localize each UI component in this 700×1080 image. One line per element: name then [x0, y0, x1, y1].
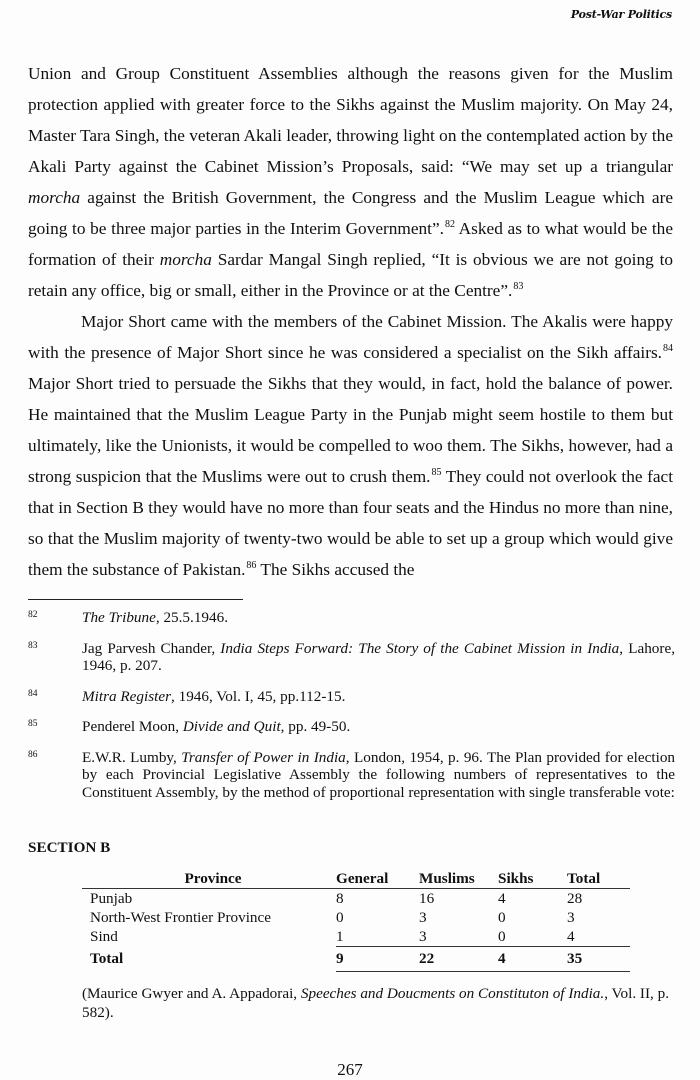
text-run: Asked as to what would be the formation of their	[28, 219, 673, 269]
footnote-divider	[28, 599, 243, 600]
cell-general: 8	[336, 890, 344, 907]
running-head: Post-War Politics	[570, 8, 672, 21]
paragraph-1	[28, 58, 673, 306]
cell-sikhs: 4	[498, 890, 506, 907]
footnote-ref[interactable]: 83	[513, 281, 524, 292]
footnote-83	[28, 640, 675, 675]
footnote-86	[28, 749, 675, 802]
table-row	[82, 889, 630, 909]
cell-province: Sind	[90, 928, 118, 945]
cell-muslims-total: 22	[419, 947, 498, 972]
footnote-82	[28, 609, 675, 627]
italic-term: morcha	[159, 250, 212, 269]
source-details: , Vol. II, p. 582).	[82, 985, 670, 1021]
text-run: Union and Group Constituent Assemblies although the reasons given for the Muslim protection applied with greater force to the Sikhs against the Muslim majority. On May 24, Master Tara Singh, the veteran Akali leader, throwing light on the contemplated action by the Akali Party against the Cabinet Mission’s Proposals, said: “We may set up a triangular	[28, 64, 673, 176]
header-province: Province	[82, 869, 336, 889]
cell-general: 0	[336, 909, 344, 926]
section-b-title: SECTION B	[28, 839, 111, 856]
table-row	[82, 927, 630, 947]
text-run: against the British Government, the Congress and the Muslim League which are going to be three major parties in the Interim Government”.	[28, 188, 673, 238]
footnote-number: 86	[28, 749, 38, 760]
cell-muslims: 3	[419, 928, 427, 945]
footnote-ref[interactable]: 86	[246, 560, 257, 571]
footnote-ref[interactable]: 82	[444, 219, 455, 230]
cell-total: 3	[567, 909, 575, 926]
footnote-author: E.W.R. Lumby,	[82, 748, 182, 766]
body-text	[28, 58, 673, 585]
header-muslims: Muslims	[419, 869, 498, 889]
cell-general: 1	[336, 928, 344, 945]
table-header-row	[82, 869, 630, 889]
footnote-title: Divide and Quit	[182, 718, 281, 735]
cell-sikhs: 0	[498, 928, 506, 945]
paragraph-2	[28, 306, 673, 585]
cell-total: 28	[567, 890, 583, 907]
footnote-title: Mitra Register	[82, 687, 172, 705]
footnote-text: , London, 1954, p. 96. The Plan provided for election by each Provincial Legislative Assembly the following numbers of representatives to the Constituent Assembly, by the method of proportional representation with single transferable vote:	[82, 748, 676, 801]
header-sikhs: Sikhs	[498, 869, 567, 889]
text-run: The Sikhs accused the	[256, 560, 415, 579]
footnote-text: , 1946, Vol. I, 45, pp.112-15.	[171, 687, 346, 705]
text-run: They could not overlook the fact that in Section B they would have no more than four seats and the Hindus no more than nine, so that the Muslim majority of twenty-two would be able to set up a group which would give them the substance of Pakistan.	[28, 467, 673, 579]
footnote-84	[28, 688, 675, 706]
text-run: Sardar Mangal Singh replied, “It is obvious we are not going to retain any office, big or small, either in the Province or at the Centre”.	[28, 250, 674, 300]
footnote-number: 83	[28, 640, 38, 651]
footnote-text: , 25.5.1946.	[155, 609, 228, 626]
footnote-ref[interactable]: 84	[663, 343, 673, 354]
footnote-85	[28, 718, 675, 736]
header-general: General	[336, 869, 419, 889]
footnote-author: Penderel Moon,	[82, 718, 183, 735]
cell-muslims: 3	[419, 909, 427, 926]
text-run: Major Short came with the members of the Cabinet Mission. The Akalis were happy with the presence of Major Short since he was considered a specialist on the Sikh affairs.	[28, 312, 673, 362]
footnote-text: , Lahore, 1946, p. 207.	[82, 639, 675, 674]
cell-muslims: 16	[419, 890, 435, 907]
footnote-author: Jag Parvesh Chander,	[82, 639, 221, 657]
cell-grand-total: 35	[567, 947, 630, 972]
cell-general-total: 9	[336, 947, 419, 972]
header-total: Total	[567, 869, 630, 889]
table-source-note	[82, 984, 675, 1022]
footnote-ref[interactable]: 85	[431, 467, 442, 478]
section-b-table	[82, 869, 630, 972]
footnotes	[28, 609, 675, 801]
footnote-text: , pp. 49-50.	[280, 718, 351, 735]
footnote-title: The Tribune	[82, 609, 156, 626]
cell-total: 4	[567, 928, 575, 945]
page-number: 267	[337, 1060, 363, 1079]
cell-total-label: Total	[90, 949, 124, 967]
table-row	[82, 908, 630, 927]
cell-sikhs-total: 4	[498, 947, 567, 972]
footnote-number: 82	[28, 610, 38, 620]
footnote-number: 84	[28, 688, 38, 699]
text-run: Major Short tried to persuade the Sikhs that they would, in fact, hold the balance of power. He maintained that the Muslim League Party in the Punjab might seem hostile to them but ultimately, like the Unionists, it would be compelled to woo them. The Sikhs, however, had a strong suspicion that the Muslims were out to crush them.	[28, 374, 673, 486]
table-total-row	[82, 947, 630, 972]
italic-term: morcha	[28, 188, 81, 207]
footnote-number: 85	[28, 719, 38, 729]
footnote-title: Transfer of Power in India	[181, 748, 346, 766]
footnote-title: India Steps Forward: The Story of the Cabinet Mission in India	[220, 639, 620, 657]
source-authors: (Maurice Gwyer and A. Appadorai,	[82, 985, 301, 1002]
source-title: Speeches and Doucments on Constituton of India.	[300, 985, 605, 1002]
cell-province: Punjab	[90, 890, 133, 907]
cell-sikhs: 0	[498, 909, 506, 926]
cell-province: North-West Frontier Province	[90, 909, 271, 926]
